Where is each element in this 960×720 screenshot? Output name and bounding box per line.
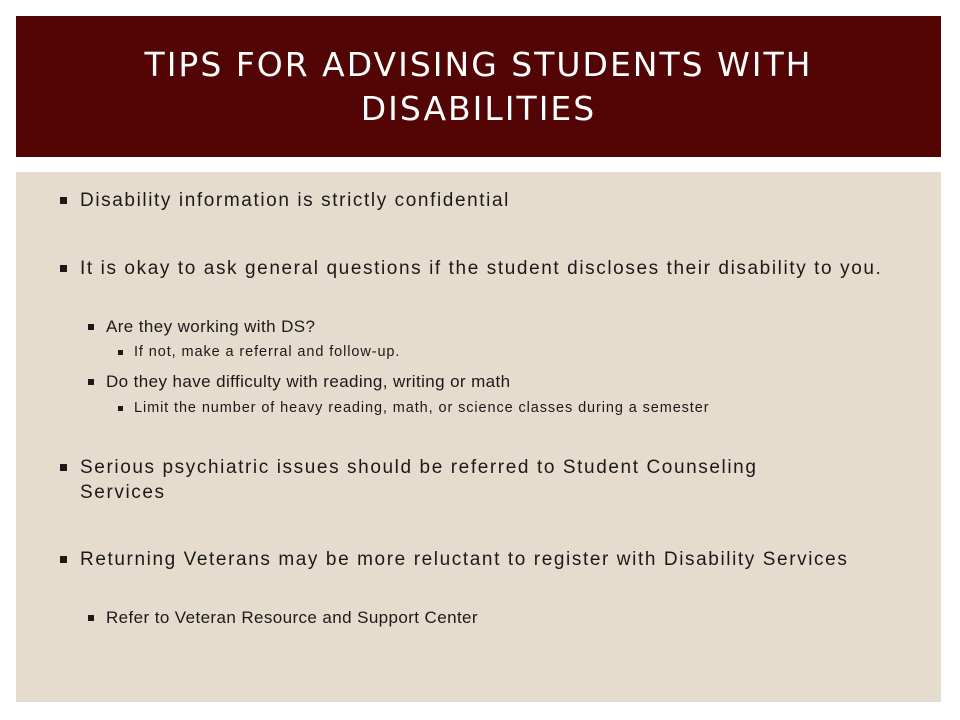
square-bullet-icon — [60, 556, 67, 563]
title-bar — [16, 16, 941, 157]
sub-sub-bullet-item — [134, 343, 914, 362]
bullet-text: It is okay to ask general questions if the student discloses their disability to you. — [80, 258, 883, 279]
sub-bullet-text: Do they have difficulty with reading, writing or math — [106, 372, 511, 391]
square-bullet-icon — [118, 350, 123, 355]
square-bullet-icon — [88, 615, 94, 621]
sub-sub-bullet-item — [134, 399, 924, 418]
sub-sub-bullet-text: If not, make a referral and follow-up. — [134, 344, 401, 360]
content-panel — [16, 172, 941, 702]
bullet-text: Serious psychiatric issues should be referred to Student Counseling Services — [80, 457, 758, 503]
sub-sub-bullet-text: Limit the number of heavy reading, math, or science classes during a semester — [134, 400, 710, 416]
sub-bullet-text: Are they working with DS? — [106, 317, 316, 336]
sub-bullet-item — [106, 371, 916, 393]
bullet-item — [80, 256, 920, 281]
square-bullet-icon — [118, 406, 123, 411]
slide-title: TIPS FOR ADVISING STUDENTS WITH DISABILITIES — [144, 44, 813, 128]
bullet-item — [80, 547, 860, 572]
sub-bullet-item — [106, 316, 916, 338]
square-bullet-icon — [60, 464, 67, 471]
bullet-item — [80, 188, 920, 213]
square-bullet-icon — [60, 265, 67, 272]
square-bullet-icon — [88, 379, 94, 385]
sub-bullet-text: Refer to Veteran Resource and Support Center — [106, 608, 478, 627]
bullet-item — [80, 455, 840, 505]
bullet-text: Disability information is strictly confidential — [80, 190, 510, 211]
sub-bullet-item — [106, 607, 916, 629]
square-bullet-icon — [60, 197, 67, 204]
square-bullet-icon — [88, 324, 94, 330]
bullet-text: Returning Veterans may be more reluctant to register with Disability Services — [80, 549, 849, 570]
